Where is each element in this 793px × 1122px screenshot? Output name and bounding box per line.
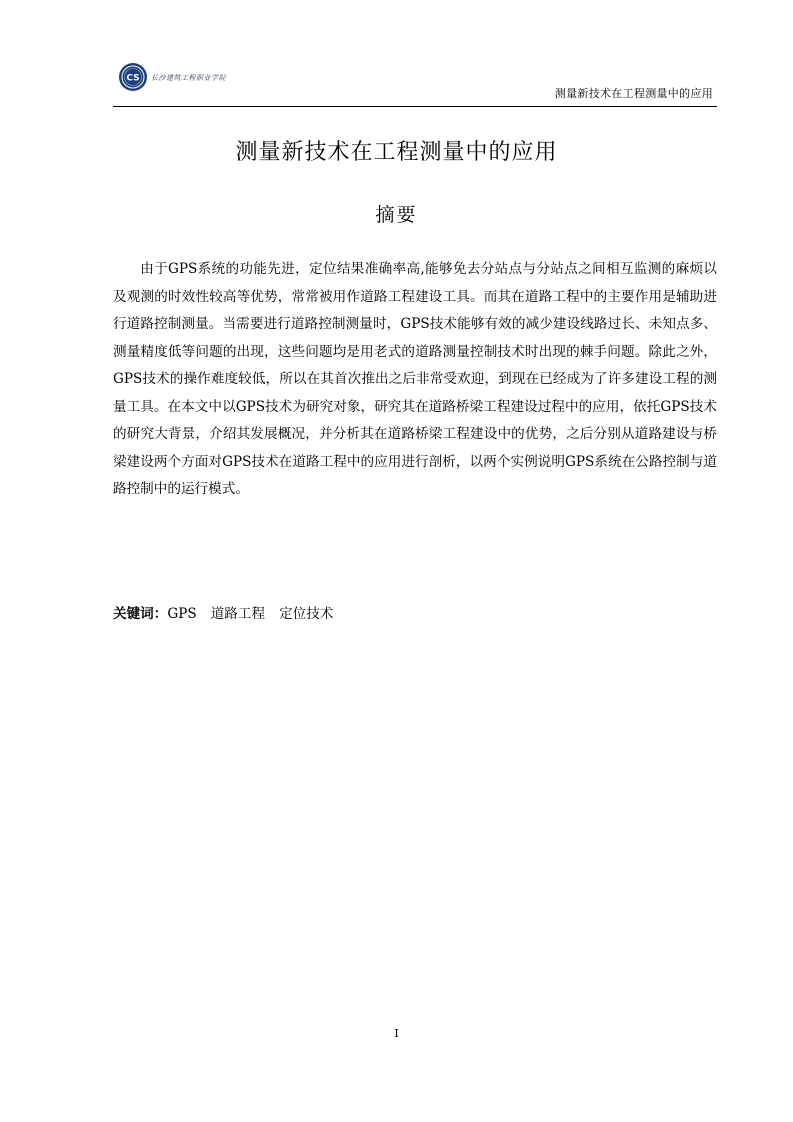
abstract-paragraph: 由于GPS系统的功能先进，定位结果准确率高,能够免去分站点与分站点之间相互监测的麻烦以及观测的时效性较高等优势，常常被用作道路工程建设工具。而其在道路工程中的主要作用是辅助进行道路控制测量。当需要进行道路控制测量时，GPS技术能够有效的减少建设线路过长、未知点多、测量精度低等问题的出现，这些问题均是用老式的道路测量控制技术时出现的棘手问题。除此之外，GPS技术的操作难度较低，所以在其首次推出之后非常受欢迎，到现在已经成为了许多建设工程的测量工具。在本文中以GPS技术为研究对象，研究其在道路桥梁工程建设过程中的应用，依托GPS技术的研究大背景，介绍其发展概况，并分析其在道路桥梁工程建设中的优势，之后分别从道路建设与桥梁建设两个方面对GPS技术在道路工程中的应用进行剖析，以两个实例说明GPS系统在公路控制与道路控制中的运行模式。	[113, 261, 717, 497]
running-header-title: 测量新技术在工程测量中的应用	[554, 87, 713, 100]
keyword-item: GPS	[167, 606, 197, 622]
emblem-text: CS	[126, 73, 140, 84]
keywords-label: 关键词：	[113, 606, 168, 622]
page-header	[113, 55, 717, 107]
logo-wordmark: 长沙建筑工程职业学院	[151, 74, 226, 82]
university-emblem-icon	[117, 61, 227, 93]
header-divider	[113, 106, 717, 107]
document-title: 测量新技术在工程测量中的应用	[235, 140, 558, 165]
keyword-item: 定位技术	[279, 606, 334, 622]
page-number: I	[394, 1027, 399, 1040]
keywords-line	[113, 601, 717, 628]
abstract-heading: 摘要	[375, 204, 418, 226]
keyword-item: 道路工程	[210, 606, 266, 622]
